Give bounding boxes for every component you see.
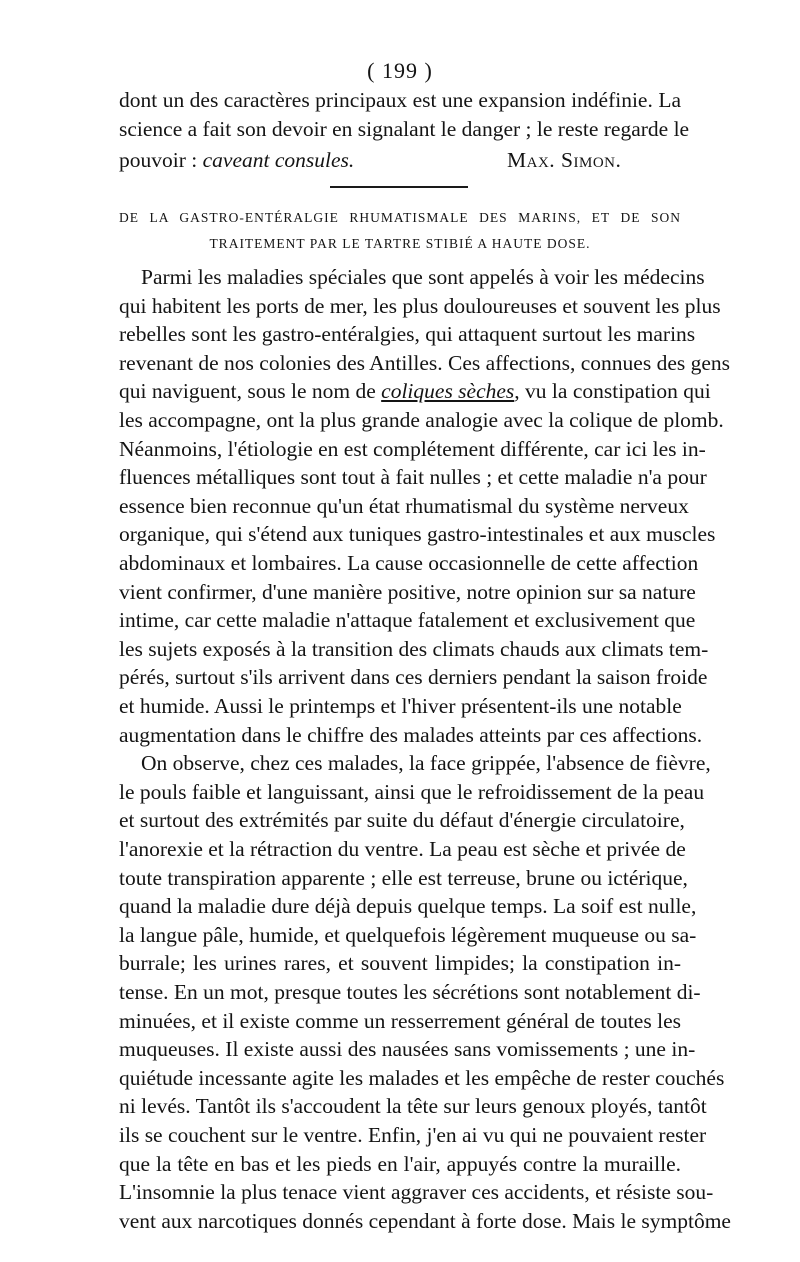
- body-line: Néanmoins, l'étiologie en est complétement différente, car ici les in-: [119, 436, 706, 461]
- body-line: essence bien reconnue qu'un état rhumatismal du système nerveux: [119, 493, 689, 518]
- intro-last-line-text: pouvoir :: [119, 148, 203, 172]
- body-line: muqueuses. Il existe aussi des nausées sans vomissements ; une in-: [119, 1037, 696, 1062]
- intro-latin-phrase: caveant consules.: [202, 148, 355, 172]
- intro-line: science a fait son devoir en signalant le danger ; le reste regarde le: [119, 117, 690, 141]
- body-line: l'anorexie et la rétraction du ventre. La peau est sèche et privée de: [119, 837, 686, 861]
- body-line: le pouls faible et languissant, ainsi que le refroidissement de la peau: [119, 779, 705, 804]
- body-line: L'insomnie la plus tenace vient aggraver ces accidents, et résiste sou-: [119, 1180, 714, 1205]
- body-line: ils se couchent sur le ventre. Enfin, j'en ai vu qui ne pouvaient rester: [119, 1123, 707, 1147]
- body-line-text: , vu la constipation qui: [514, 379, 711, 404]
- section-divider: [330, 186, 468, 188]
- body-line: revenant de nos colonies des Antilles. Ces affections, connues des gens: [119, 350, 731, 375]
- body-line: les accompagne, ont la plus grande analogie avec la colique de plomb.: [119, 408, 724, 432]
- body-line: augmentation dans le chiffre des malades atteints par ces affections.: [119, 722, 703, 747]
- body-line: ni levés. Tantôt ils s'accoudent la tête sur leurs genoux ployés, tantôt: [119, 1094, 707, 1119]
- body-line: les sujets exposés à la transition des climats chauds aux climats tem-: [119, 636, 709, 661]
- body-line: pérés, surtout s'ils arrivent dans ces derniers pendant la saison froide: [119, 665, 708, 690]
- body-line: organique, qui s'étend aux tuniques gastro-intestinales et aux muscles: [119, 522, 716, 547]
- body-line: la langue pâle, humide, et quelquefois légèrement muqueuse ou sa-: [119, 922, 697, 947]
- body-line: toute transpiration apparente ; elle est terreuse, brune ou ictérique,: [119, 865, 688, 890]
- body-line: On observe, chez ces malades, la face grippée, l'absence de fièvre,: [141, 751, 711, 776]
- body-line: [119, 379, 711, 404]
- body-line: tense. En un mot, presque toutes les sécrétions sont notablement di-: [119, 980, 701, 1004]
- article-heading-line: DE LA GASTRO-ENTÉRALGIE RHUMATISMALE DES MARINS, ET DE SON: [119, 210, 681, 225]
- intro-line: dont un des caractères principaux est une expansion indéfinie. La: [119, 88, 681, 112]
- body-line: minuées, et il existe comme un resserrement général de toutes les: [119, 1008, 681, 1033]
- body-line: qui habitent les ports de mer, les plus douloureuses et souvent les plus: [119, 293, 721, 318]
- page-number: ( 199 ): [367, 58, 433, 83]
- intro-last-line: [119, 148, 354, 173]
- author-signature: Max. Simon.: [507, 148, 622, 172]
- body-line: vent aux narcotiques donnés cependant à forte dose. Mais le symptôme: [119, 1208, 731, 1233]
- body-line: quiétude incessante agite les malades et les empêche de rester couchés: [119, 1065, 725, 1090]
- body-line: Parmi les maladies spéciales que sont appelés à voir les médecins: [141, 265, 705, 289]
- body-line: abdominaux et lombaires. La cause occasionnelle de cette affection: [119, 551, 699, 575]
- article-heading-line: TRAITEMENT PAR LE TARTRE STIBIÉ A HAUTE DOSE.: [209, 236, 591, 251]
- body-line: rebelles sont les gastro-entéralgies, qui attaquent surtout les marins: [119, 322, 696, 347]
- body-line: et humide. Aussi le printemps et l'hiver présentent-ils une notable: [119, 694, 682, 718]
- body-line-text: qui naviguent, sous le nom de: [119, 379, 382, 404]
- emphasized-term: coliques sèches: [381, 379, 515, 404]
- body-line: fluences métalliques sont tout à fait nulles ; et cette maladie n'a pour: [119, 465, 707, 490]
- body-line: intime, car cette maladie n'attaque fatalement et exclusivement que: [119, 608, 696, 633]
- body-line: que la tête en bas et les pieds en l'air, appuyés contre la muraille.: [119, 1151, 681, 1176]
- body-line: quand la maladie dure déjà depuis quelque temps. La soif est nulle,: [119, 894, 697, 919]
- body-line: vient confirmer, d'une manière positive, notre opinion sur sa nature: [119, 579, 696, 604]
- body-line: et surtout des extrémités par suite du défaut d'énergie circulatoire,: [119, 808, 685, 833]
- body-line: burrale; les urines rares, et souvent limpides; la constipation in-: [119, 951, 681, 976]
